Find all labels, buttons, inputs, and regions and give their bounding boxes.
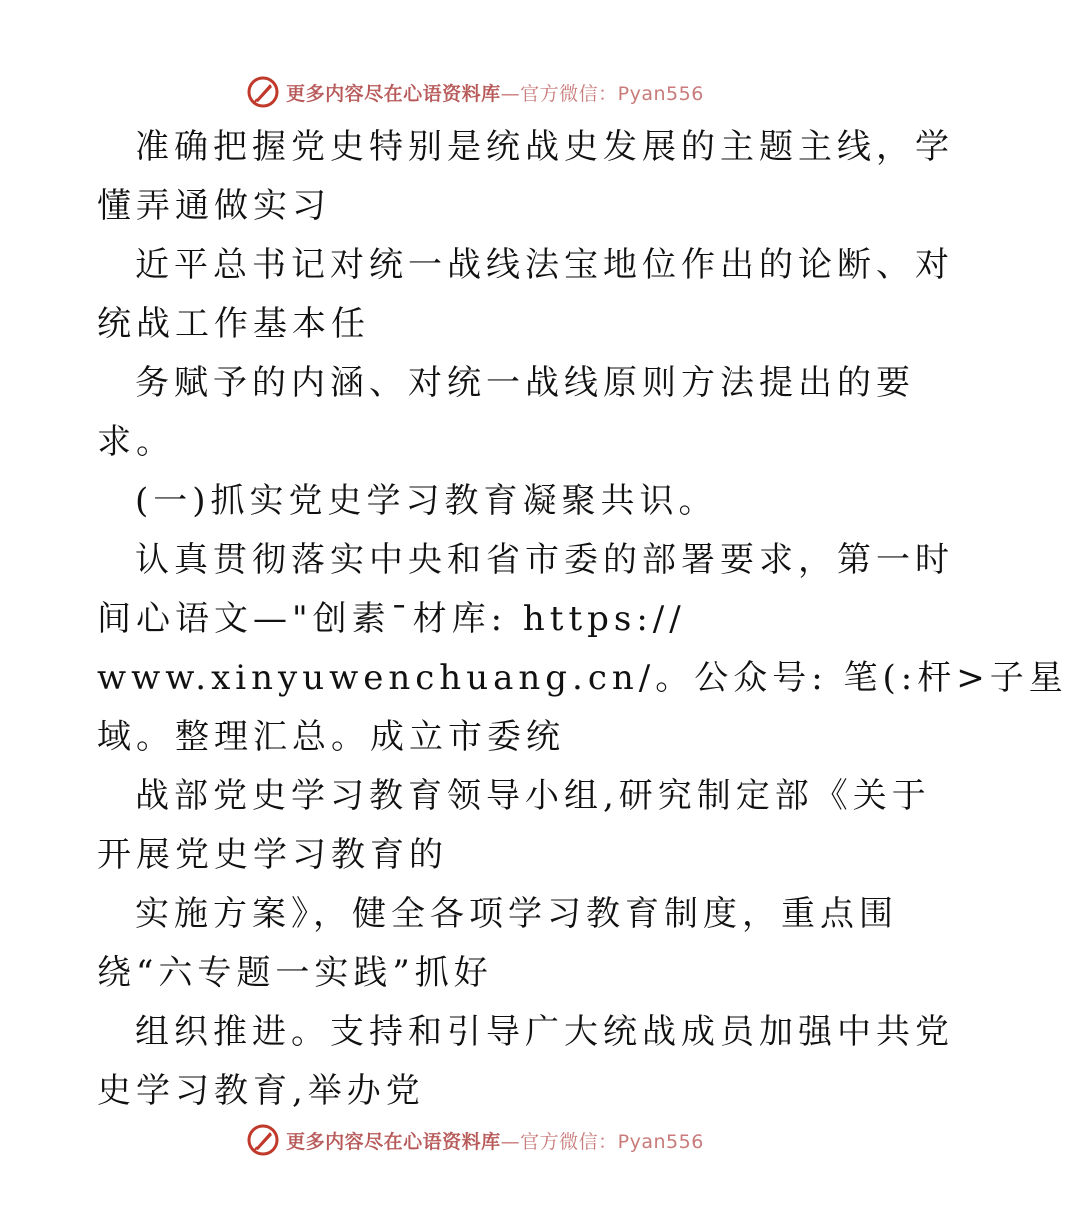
text-line: 近平总书记对统一战线法宝地位作出的论断、对 bbox=[135, 245, 954, 285]
text-line: 懂弄通做实习 bbox=[97, 186, 331, 226]
text-line: 统战工作基本任 bbox=[97, 304, 370, 344]
text-line: 准确把握党史特别是统战史发展的主题主线，学 bbox=[135, 127, 954, 167]
text-line: 间心语文—"创素¯材库: https:// bbox=[97, 599, 686, 639]
text-line: 域。整理汇总。成立市委统 bbox=[97, 717, 565, 757]
text-line: 史学习教育,举办党 bbox=[97, 1071, 425, 1111]
text-line: 认真贯彻落实中央和省市委的部署要求，第一时 bbox=[135, 540, 954, 580]
text-line: 实施方案》，健全各项学习教育制度，重点围 bbox=[135, 894, 898, 934]
text-line: 战部党史学习教育领导小组,研究制定部《关于 bbox=[135, 776, 931, 816]
header-banner-text bbox=[286, 79, 704, 106]
text-line: www.xinyuwenchuang.cn/。公众号: 笔(:杆>子星 bbox=[97, 658, 1068, 698]
header-site-text: 更多内容尽在心语资料库 bbox=[286, 82, 501, 105]
text-line: 绕“六专题一实践”抓好 bbox=[97, 953, 493, 993]
text-line: (一)抓实党史学习教育凝聚共识。 bbox=[135, 481, 718, 521]
footer-banner-text bbox=[286, 1127, 704, 1154]
text-line: 组织推进。支持和引导广大统战成员加强中共党 bbox=[135, 1012, 954, 1052]
footer-site-text: 更多内容尽在心语资料库 bbox=[286, 1130, 501, 1153]
footer-banner bbox=[0, 1118, 950, 1162]
text-line: 务赋予的内涵、对统一战线原则方法提出的要 bbox=[135, 363, 915, 403]
feather-pen-logo-icon bbox=[246, 1123, 280, 1157]
text-line: 开展党史学习教育的 bbox=[97, 835, 448, 875]
header-contact-text: —官方微信：Pyan556 bbox=[500, 82, 704, 105]
feather-pen-logo-icon bbox=[246, 75, 280, 109]
document-body bbox=[97, 118, 1068, 1121]
footer-contact-text: —官方微信：Pyan556 bbox=[500, 1130, 704, 1153]
text-line: 求。 bbox=[97, 422, 175, 462]
header-banner bbox=[0, 70, 950, 114]
